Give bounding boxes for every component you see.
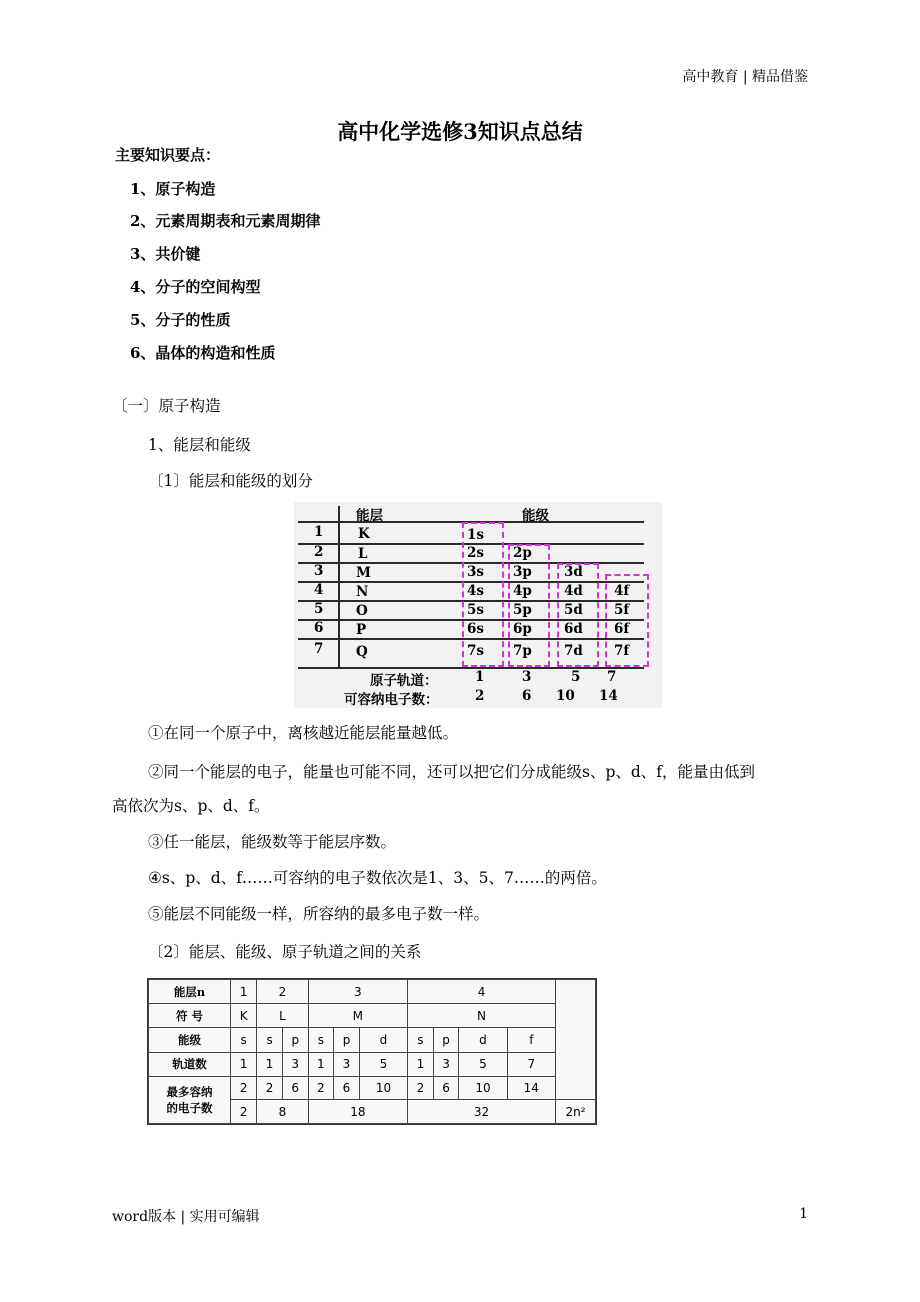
level-label: 3p — [513, 564, 532, 580]
note-1: ①在同一个原子中，离核越近能层能量越低。 — [148, 724, 459, 742]
layer-cell: 3 — [308, 980, 408, 1004]
orbital-count: 5 — [571, 669, 581, 685]
shell-symbol: L — [358, 546, 368, 562]
level-cell: s — [408, 1028, 434, 1052]
label-layer: 能层n — [149, 980, 231, 1004]
max-cell: 2 — [231, 1076, 257, 1100]
point-item: 3、共价键 — [130, 245, 201, 263]
level-label: 1s — [467, 527, 484, 543]
orbit-cell: 1 — [408, 1052, 434, 1076]
point-item: 2、元素周期表和元素周期律 — [130, 212, 321, 230]
row-number: 7 — [314, 641, 324, 657]
level-label: 4f — [614, 583, 630, 599]
note-2-cont: 高依次为s、p、d、f。 — [112, 797, 270, 815]
page-number: 1 — [799, 1206, 808, 1222]
orbital-count: 1 — [475, 669, 485, 685]
orbital-count: 7 — [607, 669, 617, 685]
blank-cell — [556, 980, 596, 1100]
header-level: 能级 — [522, 508, 549, 524]
section-title: 〔一〕原子构造 — [112, 397, 221, 415]
level-cell: s — [257, 1028, 283, 1052]
orbital-label: 原子轨道： — [370, 673, 438, 689]
label-max-line2: 的电子数 — [166, 1100, 213, 1115]
label-max-line1: 最多容纳 — [166, 1084, 213, 1099]
level-label: 4s — [467, 583, 484, 599]
orbit-cell: 3 — [433, 1052, 459, 1076]
capacity-label: 可容纳电子数： — [344, 692, 439, 708]
orbit-cell: 3 — [334, 1052, 360, 1076]
orbit-cell: 1 — [231, 1052, 257, 1076]
row-number: 3 — [314, 563, 324, 579]
symbol-cell: M — [308, 1004, 408, 1028]
level-label: 2p — [513, 545, 532, 561]
orbit-cell: 1 — [308, 1052, 334, 1076]
capacity-value: 10 — [556, 688, 575, 704]
level-label: 7d — [564, 643, 583, 659]
label-orbit: 轨道数 — [149, 1052, 231, 1076]
max-cell: 2 — [408, 1076, 434, 1100]
note-5: ⑤能层不同能级一样，所容纳的最多电子数一样。 — [148, 905, 490, 923]
shell-symbol: K — [358, 526, 370, 542]
max-cell: 2 — [308, 1076, 334, 1100]
level-label: 7f — [614, 643, 630, 659]
point-item: 5、分子的性质 — [130, 311, 231, 329]
max-cell: 10 — [359, 1076, 407, 1100]
capacity-value: 2 — [475, 688, 485, 704]
layer-cell: 2 — [257, 980, 308, 1004]
level-cell: f — [507, 1028, 555, 1052]
relationship-table — [147, 978, 597, 1125]
max-cell: 2 — [257, 1076, 283, 1100]
orbit-cell: 5 — [459, 1052, 507, 1076]
level-cell: s — [308, 1028, 334, 1052]
shell-symbol: P — [356, 622, 367, 638]
point-item: 4、分子的空间构型 — [130, 278, 261, 296]
level-cell: p — [433, 1028, 459, 1052]
total-cell: 2 — [231, 1100, 257, 1124]
level-label: 4d — [564, 583, 583, 599]
subsection-title: 〔1〕能层和能级的划分 — [148, 472, 313, 490]
subsection-title: 1、能层和能级 — [148, 436, 251, 454]
max-cell: 14 — [507, 1076, 555, 1100]
total-cell: 8 — [257, 1100, 308, 1124]
subsection-title: 〔2〕能层、能级、原子轨道之间的关系 — [148, 943, 422, 961]
level-cell: d — [359, 1028, 407, 1052]
orbit-cell: 5 — [359, 1052, 407, 1076]
level-label: 5p — [513, 602, 532, 618]
max-cell: 6 — [282, 1076, 308, 1100]
layer-cell: 1 — [231, 980, 257, 1004]
layer-cell: 4 — [408, 980, 556, 1004]
shell-symbol: O — [356, 603, 368, 619]
row-number: 4 — [314, 582, 324, 598]
page-title: 高中化学选修3知识点总结 — [337, 119, 583, 144]
symbol-cell: L — [257, 1004, 308, 1028]
max-cell: 10 — [459, 1076, 507, 1100]
row-number: 5 — [314, 601, 324, 617]
label-symbol: 符 号 — [149, 1004, 231, 1028]
capacity-value: 6 — [522, 688, 532, 704]
level-label: 2s — [467, 545, 484, 561]
row-number: 1 — [314, 524, 324, 540]
total-cell: 18 — [308, 1100, 408, 1124]
symbol-cell: N — [408, 1004, 556, 1028]
shell-symbol: M — [356, 565, 371, 581]
level-cell: s — [231, 1028, 257, 1052]
orbit-cell: 1 — [257, 1052, 283, 1076]
level-label: 6p — [513, 621, 532, 637]
note-4: ④s、p、d、f……可容纳的电子数依次是1、3、5、7……的两倍。 — [148, 869, 607, 887]
total-cell: 32 — [408, 1100, 556, 1124]
orbital-count: 3 — [522, 669, 532, 685]
level-label: 5s — [467, 602, 484, 618]
header-layer: 能层 — [356, 508, 383, 524]
level-label: 7s — [467, 643, 484, 659]
formula-cell: 2n² — [556, 1100, 596, 1124]
note-3: ③任一能层，能级数等于能层序数。 — [148, 833, 397, 851]
orbit-cell: 7 — [507, 1052, 555, 1076]
point-item: 6、晶体的构造和性质 — [130, 344, 276, 362]
footer-text: word版本 | 实用可编辑 — [112, 1209, 260, 1225]
level-label: 6f — [614, 621, 630, 637]
max-cell: 6 — [433, 1076, 459, 1100]
level-label: 5f — [614, 602, 630, 618]
level-cell: d — [459, 1028, 507, 1052]
row-number: 2 — [314, 544, 324, 560]
row-number: 6 — [314, 620, 324, 636]
level-label: 7p — [513, 643, 532, 659]
note-2: ②同一个能层的电子，能量也可能不同，还可以把它们分成能级s、p、d、f，能量由低到 — [148, 763, 756, 781]
shell-symbol: N — [356, 584, 369, 600]
level-label: 3d — [564, 564, 583, 580]
level-label: 5d — [564, 602, 583, 618]
point-item: 1、原子构造 — [130, 180, 216, 198]
energy-level-table — [294, 502, 662, 708]
capacity-value: 14 — [599, 688, 618, 704]
level-cell: p — [282, 1028, 308, 1052]
level-label: 6s — [467, 621, 484, 637]
level-label: 4p — [513, 583, 532, 599]
label-max — [149, 1076, 231, 1123]
header-text: 高中教育 | 精品借鉴 — [682, 69, 808, 85]
orbit-cell: 3 — [282, 1052, 308, 1076]
symbol-cell: K — [231, 1004, 257, 1028]
label-level: 能级 — [149, 1028, 231, 1052]
max-cell: 6 — [334, 1076, 360, 1100]
shell-symbol: Q — [356, 644, 368, 660]
main-points-heading: 主要知识要点： — [115, 146, 221, 164]
level-label: 3s — [467, 564, 484, 580]
level-cell: p — [334, 1028, 360, 1052]
level-label: 6d — [564, 621, 583, 637]
